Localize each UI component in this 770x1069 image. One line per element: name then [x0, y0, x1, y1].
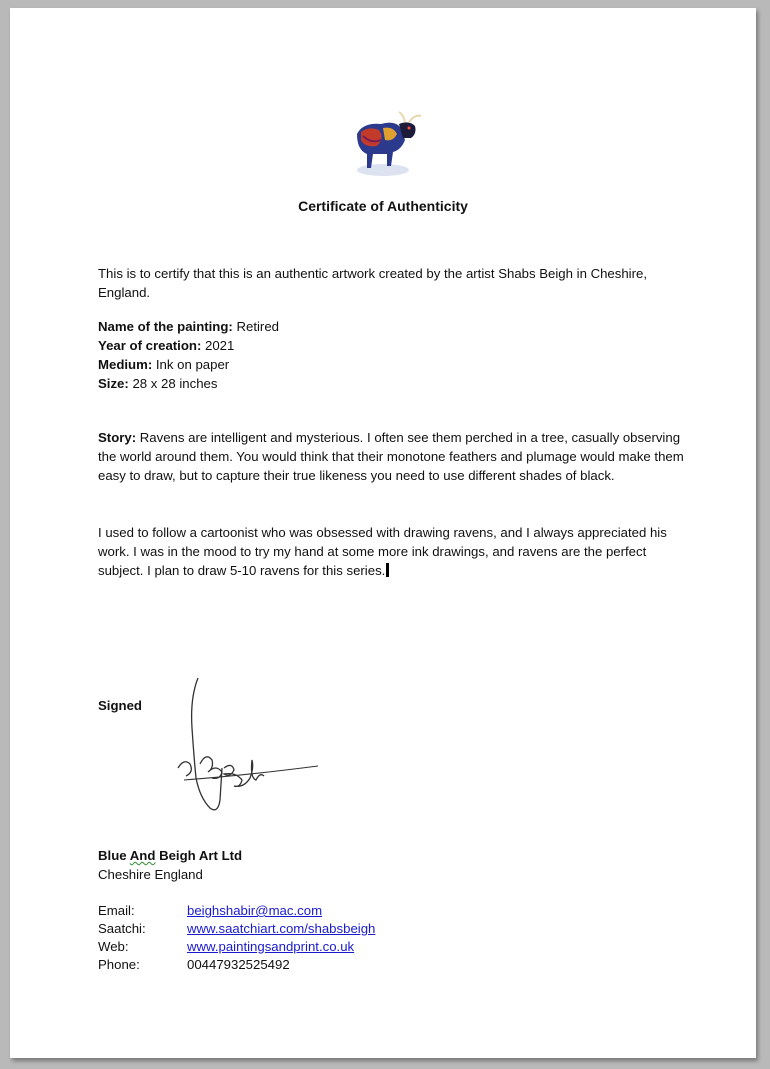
saatchi-link[interactable]: www.saatchiart.com/shabsbeigh [187, 921, 376, 936]
field-size: Size: 28 x 28 inches [98, 376, 218, 391]
field-medium: Medium: Ink on paper [98, 357, 230, 372]
text-cursor [386, 563, 389, 577]
company-name: Blue And Beigh Art Ltd [98, 848, 243, 863]
story-paragraph: Story: Ravens are intelligent and mysterious. I often see them perched in a tree, casually observing the world around them. You would think that their monotone feathers and plumage would make them easy to draw, but to capture their true likeness you need to use different shades of black. [98, 430, 684, 483]
bull-logo-image [343, 100, 427, 180]
contact-row-web: Web: www.paintingsandprint.co.uk [98, 939, 355, 954]
web-link[interactable]: www.paintingsandprint.co.uk [187, 939, 355, 954]
certificate-title: Certificate of Authenticity [298, 198, 468, 214]
second-paragraph[interactable]: I used to follow a cartoonist who was obsessed with drawing ravens, and I always appreciated his work. I was in the mood to try my hand at some more ink drawings, and ravens are the perfect subject. I plan to draw 5-10 ravens for this series. [98, 525, 667, 578]
contact-row-saatchi: Saatchi: www.saatchiart.com/shabsbeigh [98, 921, 376, 936]
company-location: Cheshire England [98, 867, 203, 882]
phone-number: 00447932525492 [187, 957, 290, 972]
artwork-details [98, 317, 688, 393]
signed-label: Signed [98, 698, 142, 713]
contact-row-email: Email: beighshabir@mac.com [98, 903, 323, 918]
field-year: Year of creation: 2021 [98, 338, 235, 353]
intro-paragraph: This is to certify that this is an authentic artwork created by the artist Shabs Beigh in Cheshire, England. [98, 266, 648, 300]
signature-image [160, 668, 330, 828]
company-block [98, 846, 242, 884]
field-painting-name: Name of the painting: Retired [98, 319, 279, 334]
document-page [10, 8, 756, 1058]
contact-list [98, 902, 375, 974]
contact-row-phone: Phone: 00447932525492 [98, 957, 290, 972]
email-link[interactable]: beighshabir@mac.com [187, 903, 323, 918]
